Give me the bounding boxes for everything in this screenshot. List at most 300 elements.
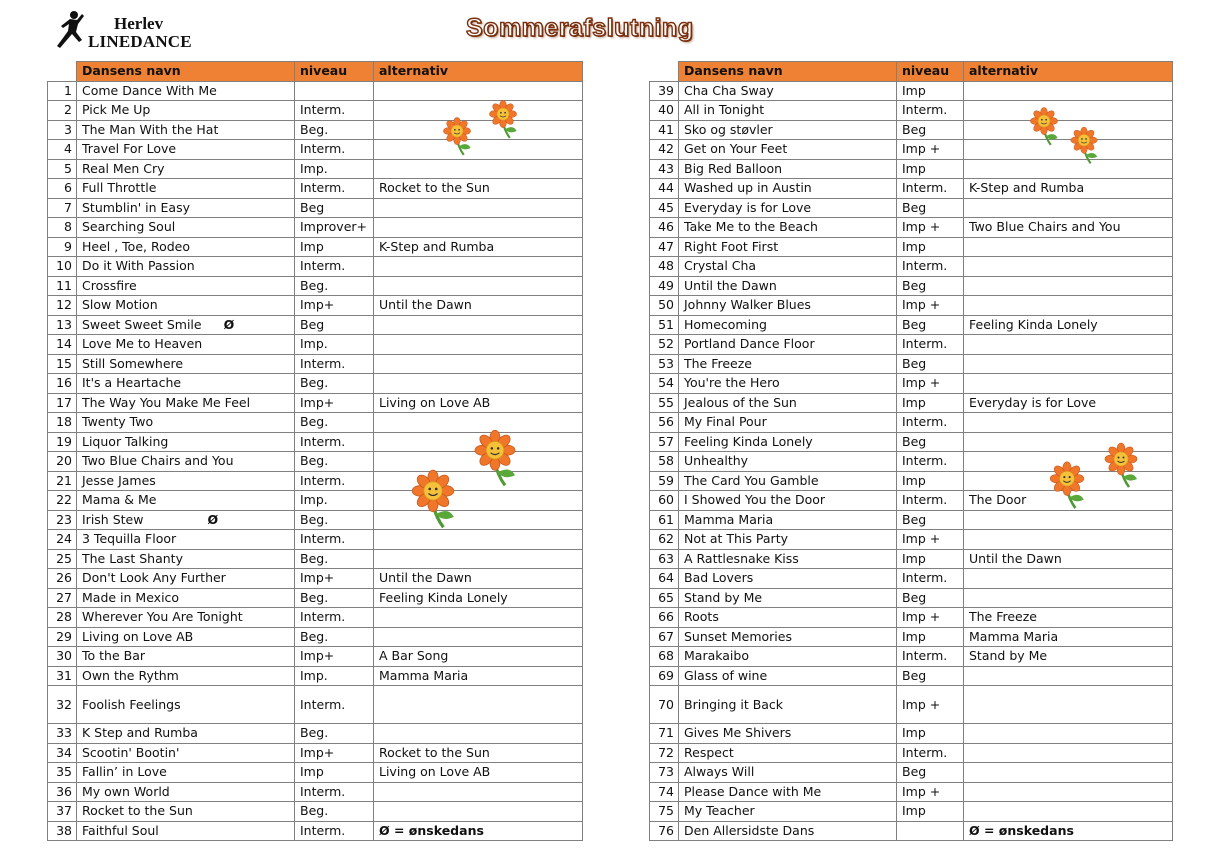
dance-name-cell <box>77 276 295 296</box>
table-row <box>650 432 1173 452</box>
dance-name-cell <box>679 296 897 316</box>
dance-name-cell <box>679 179 897 199</box>
dance-name-cell <box>679 315 897 335</box>
row-number: 22 <box>48 491 77 511</box>
dance-name: Not at This Party <box>684 531 788 547</box>
flower-icon <box>1067 127 1101 165</box>
dance-name-cell <box>77 120 295 140</box>
dance-name: The Man With the Hat <box>82 121 219 137</box>
alternative-cell <box>374 782 583 802</box>
alternative-cell <box>964 354 1173 374</box>
level-cell: Beg. <box>295 588 374 608</box>
alternative-cell <box>964 724 1173 744</box>
alternative-cell <box>964 588 1173 608</box>
row-number: 42 <box>650 140 679 160</box>
table-row <box>650 335 1173 355</box>
dance-name-cell <box>679 743 897 763</box>
row-number: 51 <box>650 315 679 335</box>
table-row <box>650 198 1173 218</box>
level-cell: Imp + <box>897 782 964 802</box>
table-row <box>650 315 1173 335</box>
alternative-cell <box>964 257 1173 277</box>
row-number: 3 <box>48 120 77 140</box>
dance-name: Unhealthy <box>684 453 749 469</box>
alternative-cell: Until the Dawn <box>374 296 583 316</box>
level-cell: Imp + <box>897 218 964 238</box>
alternative-cell: Stand by Me <box>964 647 1173 667</box>
row-number: 40 <box>650 101 679 121</box>
table-row <box>650 802 1173 822</box>
level-cell: Imp+ <box>295 393 374 413</box>
legend-note: Ø = ønskedans <box>374 821 583 841</box>
level-cell: Imp + <box>897 608 964 628</box>
level-cell: Imp + <box>897 686 964 724</box>
dance-name-cell <box>679 627 897 647</box>
table-row <box>650 782 1173 802</box>
table-row <box>48 608 583 628</box>
dance-name: Den Allersidste Dans <box>684 822 815 838</box>
alternative-cell <box>374 276 583 296</box>
flower-icon <box>470 428 520 490</box>
dance-name-cell <box>77 413 295 433</box>
header-blank-cell <box>650 62 679 82</box>
table-row <box>650 354 1173 374</box>
level-cell: Beg <box>897 588 964 608</box>
level-cell: Imp+ <box>295 569 374 589</box>
alternative-cell <box>964 237 1173 257</box>
dance-name-cell <box>679 354 897 374</box>
dance-name-cell <box>77 549 295 569</box>
dance-name: Don't Look Any Further <box>82 570 226 586</box>
row-number: 9 <box>48 237 77 257</box>
dance-name: The Freeze <box>684 355 752 371</box>
table-header-row <box>48 62 583 82</box>
level-cell: Imp <box>897 802 964 822</box>
dance-name-cell <box>679 530 897 550</box>
alternative-cell <box>374 374 583 394</box>
table-header-row <box>650 62 1173 82</box>
flower-icon <box>407 468 459 532</box>
dance-name: Heel , Toe, Rodeo <box>82 238 191 254</box>
level-cell: Beg <box>897 510 964 530</box>
dance-name: You're the Hero <box>684 375 780 391</box>
table-row <box>48 724 583 744</box>
dance-name: Mamma Maria <box>684 511 774 527</box>
level-cell: Imp <box>295 763 374 783</box>
dance-name-cell <box>77 393 295 413</box>
row-number: 19 <box>48 432 77 452</box>
alternative-cell: K-Step and Rumba <box>374 237 583 257</box>
dance-name: Everyday is for Love <box>684 199 812 215</box>
alternative-cell <box>374 140 583 160</box>
table-row <box>650 821 1173 841</box>
row-number: 17 <box>48 393 77 413</box>
level-cell: Interm. <box>897 179 964 199</box>
level-cell: Beg <box>897 666 964 686</box>
row-number: 69 <box>650 666 679 686</box>
alternative-cell <box>374 335 583 355</box>
dance-name-cell <box>679 218 897 238</box>
dance-name-cell <box>679 724 897 744</box>
level-cell: Interm. <box>295 608 374 628</box>
row-number: 2 <box>48 101 77 121</box>
alternative-cell <box>964 335 1173 355</box>
table-row <box>650 393 1173 413</box>
dance-name: My own World <box>82 783 170 799</box>
row-number: 28 <box>48 608 77 628</box>
dance-name: 3 Tequilla Floor <box>82 531 177 547</box>
dance-name-cell <box>77 763 295 783</box>
table-row <box>650 471 1173 491</box>
alternative-cell <box>374 686 583 724</box>
alternative-cell <box>374 159 583 179</box>
flower-icon <box>1027 107 1061 147</box>
row-number: 66 <box>650 608 679 628</box>
row-number: 33 <box>48 724 77 744</box>
table-row <box>650 510 1173 530</box>
level-cell: Beg. <box>295 627 374 647</box>
alternative-cell <box>374 724 583 744</box>
alternative-cell <box>964 763 1173 783</box>
table-row <box>48 666 583 686</box>
level-cell: Beg. <box>295 510 374 530</box>
table-row <box>48 510 583 530</box>
row-number: 13 <box>48 315 77 335</box>
dance-name-cell <box>679 393 897 413</box>
dance-name-cell <box>77 198 295 218</box>
dance-name-cell <box>679 452 897 472</box>
dance-name-cell <box>679 276 897 296</box>
column-header-alternative: alternativ <box>964 62 1173 82</box>
row-number: 39 <box>650 81 679 101</box>
dance-name-cell <box>77 666 295 686</box>
column-header-level: niveau <box>897 62 964 82</box>
table-row <box>48 335 583 355</box>
row-number: 50 <box>650 296 679 316</box>
dance-name-cell <box>77 101 295 121</box>
table-row <box>48 315 583 335</box>
column-header-level: niveau <box>295 62 374 82</box>
row-number: 76 <box>650 821 679 841</box>
row-number: 8 <box>48 218 77 238</box>
legend-note: Ø = ønskedans <box>964 821 1173 841</box>
table-row <box>650 374 1173 394</box>
level-cell: Interm. <box>295 530 374 550</box>
dance-name-cell <box>77 315 295 335</box>
table-row <box>650 296 1173 316</box>
wish-dance-mark: Ø <box>207 511 219 527</box>
dance-name-cell <box>679 491 897 511</box>
dance-name: Travel For Love <box>82 141 177 157</box>
dance-name: Living on Love AB <box>82 628 194 644</box>
dance-name: Take Me to the Beach <box>684 219 818 235</box>
level-cell: Beg <box>897 315 964 335</box>
table-row <box>48 218 583 238</box>
flower-icon <box>1101 442 1141 490</box>
header-blank-cell <box>48 62 77 82</box>
dance-name-cell <box>77 237 295 257</box>
dance-name-cell <box>77 218 295 238</box>
level-cell: Interm. <box>897 257 964 277</box>
table-row <box>650 569 1173 589</box>
dance-name-cell <box>679 647 897 667</box>
table-row <box>650 452 1173 472</box>
table-row <box>650 413 1173 433</box>
row-number: 21 <box>48 471 77 491</box>
alternative-cell <box>964 530 1173 550</box>
dance-name-cell <box>77 159 295 179</box>
dance-name: I Showed You the Door <box>684 492 826 508</box>
level-cell: Beg <box>897 763 964 783</box>
dance-name: Love Me to Heaven <box>82 336 203 352</box>
dance-name-cell <box>679 257 897 277</box>
row-number: 71 <box>650 724 679 744</box>
row-number: 31 <box>48 666 77 686</box>
alternative-cell <box>964 81 1173 101</box>
dance-name-cell <box>77 608 295 628</box>
alternative-cell: Living on Love AB <box>374 763 583 783</box>
row-number: 7 <box>48 198 77 218</box>
dance-name: My Final Pour <box>684 414 767 430</box>
row-number: 64 <box>650 569 679 589</box>
table-row <box>650 608 1173 628</box>
level-cell: Interm. <box>295 782 374 802</box>
table-row <box>48 276 583 296</box>
wish-dance-mark: Ø <box>223 316 235 332</box>
table-row <box>48 237 583 257</box>
dance-name: A Rattlesnake Kiss <box>684 550 799 566</box>
dance-name-cell <box>679 821 897 841</box>
table-row <box>48 354 583 374</box>
dance-name-cell <box>77 140 295 160</box>
level-cell: Interm. <box>295 821 374 841</box>
row-number: 35 <box>48 763 77 783</box>
alternative-cell <box>374 608 583 628</box>
level-cell: Interm. <box>295 686 374 724</box>
dance-name: The Way You Make Me Feel <box>82 394 251 410</box>
level-cell: Imp + <box>897 296 964 316</box>
row-number: 43 <box>650 159 679 179</box>
dance-name: Fallin’ in Love <box>82 764 167 780</box>
dance-name-cell <box>679 81 897 101</box>
alternative-cell <box>964 198 1173 218</box>
table-row <box>48 296 583 316</box>
alternative-cell: Rocket to the Sun <box>374 179 583 199</box>
row-number: 52 <box>650 335 679 355</box>
dance-name-cell <box>77 81 295 101</box>
dance-name-cell <box>77 686 295 724</box>
dance-name: It's a Heartache <box>82 375 182 391</box>
row-number: 38 <box>48 821 77 841</box>
dance-name: Respect <box>684 744 734 760</box>
table-row <box>650 276 1173 296</box>
dance-name: Real Men Cry <box>82 160 165 176</box>
row-number: 25 <box>48 549 77 569</box>
row-number: 63 <box>650 549 679 569</box>
dance-name: The Card You Gamble <box>684 472 819 488</box>
row-number: 75 <box>650 802 679 822</box>
dance-name-cell <box>77 335 295 355</box>
dance-name: Stand by Me <box>684 589 763 605</box>
row-number: 10 <box>48 257 77 277</box>
dance-name-cell <box>679 101 897 121</box>
dance-name: My Teacher <box>684 803 755 819</box>
table-row <box>48 140 583 160</box>
row-number: 62 <box>650 530 679 550</box>
table-row <box>650 724 1173 744</box>
dance-name-cell <box>679 569 897 589</box>
dance-name-cell <box>679 120 897 140</box>
row-number: 30 <box>48 647 77 667</box>
logo-line-1: Herlev <box>114 14 164 33</box>
table-row <box>48 198 583 218</box>
dance-name: Roots <box>684 609 719 625</box>
dance-name-cell <box>77 354 295 374</box>
alternative-cell <box>374 218 583 238</box>
column-header-alternative: alternativ <box>374 62 583 82</box>
dance-name-cell <box>679 374 897 394</box>
herlev-linedance-logo <box>52 10 222 52</box>
level-cell: Imp. <box>295 491 374 511</box>
table-row <box>650 549 1173 569</box>
dance-name: Stumblin' in Easy <box>82 199 190 215</box>
level-cell: Beg <box>897 354 964 374</box>
table-row <box>650 666 1173 686</box>
dance-name-cell <box>77 530 295 550</box>
row-number: 46 <box>650 218 679 238</box>
dance-name-cell <box>77 569 295 589</box>
level-cell: Interm. <box>897 491 964 511</box>
row-number: 57 <box>650 432 679 452</box>
dance-name: Please Dance with Me <box>684 783 822 799</box>
alternative-cell <box>374 315 583 335</box>
row-number: 56 <box>650 413 679 433</box>
dance-name-cell <box>77 588 295 608</box>
level-cell: Interm. <box>295 257 374 277</box>
dance-name-cell <box>77 627 295 647</box>
row-number: 34 <box>48 743 77 763</box>
dance-name: Irish Stew <box>82 511 144 527</box>
logo-line-2: LINEDANCE <box>88 32 192 51</box>
row-number: 67 <box>650 627 679 647</box>
dance-name: Washed up in Austin <box>684 180 812 196</box>
row-number: 65 <box>650 588 679 608</box>
dance-name-cell <box>679 686 897 724</box>
level-cell: Imp+ <box>295 743 374 763</box>
alternative-cell <box>374 81 583 101</box>
dance-name-cell <box>77 510 295 530</box>
table-row <box>650 530 1173 550</box>
table-row <box>48 763 583 783</box>
level-cell: Interm. <box>295 432 374 452</box>
dance-name: Crystal Cha <box>684 258 757 274</box>
row-number: 68 <box>650 647 679 667</box>
table-row <box>650 686 1173 724</box>
alternative-cell <box>374 120 583 140</box>
table-row <box>48 802 583 822</box>
level-cell: Interm. <box>897 452 964 472</box>
row-number: 54 <box>650 374 679 394</box>
row-number: 14 <box>48 335 77 355</box>
row-number: 29 <box>48 627 77 647</box>
dance-name: Come Dance With Me <box>82 82 217 98</box>
alternative-cell <box>374 530 583 550</box>
table-row <box>650 237 1173 257</box>
table-row <box>48 159 583 179</box>
row-number: 20 <box>48 452 77 472</box>
alternative-cell <box>374 354 583 374</box>
alternative-cell: The Freeze <box>964 608 1173 628</box>
level-cell: Imp + <box>897 374 964 394</box>
dance-name-cell <box>679 159 897 179</box>
level-cell: Imp <box>897 81 964 101</box>
row-number: 23 <box>48 510 77 530</box>
dance-name-cell <box>77 802 295 822</box>
dance-table-right <box>649 61 1173 841</box>
dance-name-cell <box>679 802 897 822</box>
dance-name: Get on Your Feet <box>684 141 788 157</box>
dance-name: Cha Cha Sway <box>684 82 774 98</box>
dance-name: Liquor Talking <box>82 433 169 449</box>
dance-name: Full Throttle <box>82 180 157 196</box>
dance-name: Big Red Balloon <box>684 160 783 176</box>
row-number: 4 <box>48 140 77 160</box>
level-cell: Imp. <box>295 159 374 179</box>
level-cell: Beg. <box>295 724 374 744</box>
table-row <box>650 627 1173 647</box>
row-number: 59 <box>650 471 679 491</box>
dance-name-cell <box>679 782 897 802</box>
level-cell <box>295 81 374 101</box>
table-row <box>48 393 583 413</box>
table-row <box>650 763 1173 783</box>
dance-name-cell <box>77 782 295 802</box>
dance-name: Bad Lovers <box>684 570 754 586</box>
dance-name-cell <box>679 510 897 530</box>
level-cell: Imp + <box>897 140 964 160</box>
table-row <box>650 218 1173 238</box>
table-row <box>48 647 583 667</box>
table-row <box>48 257 583 277</box>
row-number: 61 <box>650 510 679 530</box>
row-number: 1 <box>48 81 77 101</box>
row-number: 41 <box>650 120 679 140</box>
dance-name: Jesse James <box>82 472 156 488</box>
dance-name-cell <box>679 432 897 452</box>
dance-name: Wherever You Are Tonight <box>82 609 243 625</box>
dance-name: Johnny Walker Blues <box>684 297 811 313</box>
alternative-cell <box>964 743 1173 763</box>
alternative-cell: Mamma Maria <box>374 666 583 686</box>
table-row <box>48 588 583 608</box>
table-row <box>48 549 583 569</box>
level-cell: Interm. <box>897 743 964 763</box>
row-number: 53 <box>650 354 679 374</box>
row-number: 11 <box>48 276 77 296</box>
row-number: 15 <box>48 354 77 374</box>
level-cell: Imp. <box>295 335 374 355</box>
alternative-cell <box>964 569 1173 589</box>
level-cell: Beg <box>295 315 374 335</box>
dance-name: Own the Rythm <box>82 667 179 683</box>
dance-name-cell <box>679 549 897 569</box>
alternative-cell <box>964 276 1173 296</box>
alternative-cell <box>964 413 1173 433</box>
dance-name: Homecoming <box>684 316 767 332</box>
level-cell: Imp + <box>897 530 964 550</box>
table-row <box>48 81 583 101</box>
dance-name-cell <box>679 763 897 783</box>
